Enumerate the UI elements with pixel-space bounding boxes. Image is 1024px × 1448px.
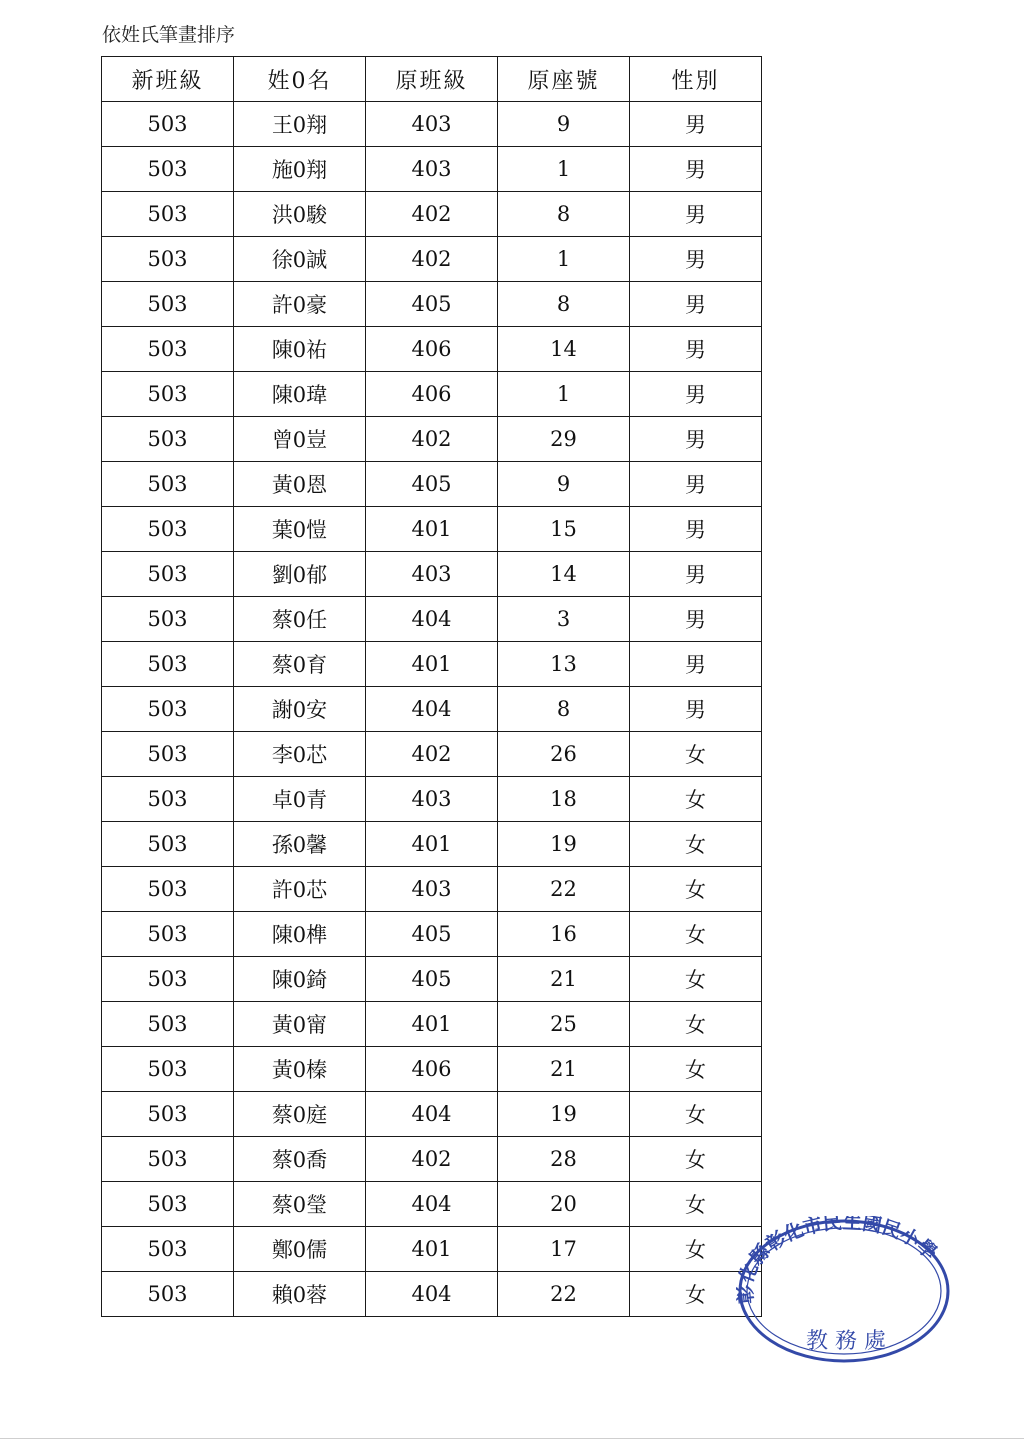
cell-original-class: 406 [366, 372, 498, 417]
cell-new-class: 503 [102, 372, 234, 417]
cell-original-class: 405 [366, 282, 498, 327]
cell-gender: 男 [630, 597, 762, 642]
cell-gender: 女 [630, 912, 762, 957]
cell-original-class: 402 [366, 1137, 498, 1182]
cell-gender: 男 [630, 462, 762, 507]
cell-gender: 女 [630, 1002, 762, 1047]
cell-gender: 女 [630, 1272, 762, 1317]
cell-original-seat: 26 [498, 732, 630, 777]
cell-original-class: 403 [366, 552, 498, 597]
cell-original-seat: 8 [498, 192, 630, 237]
header-gender: 性別 [630, 57, 762, 102]
cell-name: 陳0祐 [234, 327, 366, 372]
cell-new-class: 503 [102, 642, 234, 687]
table-row [102, 1002, 762, 1047]
cell-original-class: 404 [366, 1272, 498, 1317]
cell-name: 王0翔 [234, 102, 366, 147]
cell-original-seat: 29 [498, 417, 630, 462]
sort-caption: 依姓氏筆畫排序 [102, 24, 236, 46]
table-row [102, 327, 762, 372]
office-seal-stamp [736, 1216, 951, 1366]
cell-original-seat: 19 [498, 1092, 630, 1137]
cell-new-class: 503 [102, 1182, 234, 1227]
cell-new-class: 503 [102, 732, 234, 777]
cell-name: 陳0錡 [234, 957, 366, 1002]
cell-original-class: 402 [366, 732, 498, 777]
cell-name: 卓0青 [234, 777, 366, 822]
table-row [102, 102, 762, 147]
cell-gender: 男 [630, 687, 762, 732]
cell-gender: 女 [630, 1092, 762, 1137]
stamp-inner-text: 教 務 處 [806, 1329, 886, 1354]
table-row [102, 1227, 762, 1272]
cell-original-class: 402 [366, 417, 498, 462]
class-roster-table [101, 56, 762, 1317]
cell-original-seat: 28 [498, 1137, 630, 1182]
table-row [102, 1182, 762, 1227]
cell-name: 蔡0任 [234, 597, 366, 642]
cell-original-class: 403 [366, 777, 498, 822]
cell-original-seat: 8 [498, 282, 630, 327]
cell-original-seat: 19 [498, 822, 630, 867]
table-row [102, 147, 762, 192]
cell-new-class: 503 [102, 552, 234, 597]
header-new-class: 新班級 [102, 57, 234, 102]
cell-original-class: 406 [366, 327, 498, 372]
cell-gender: 男 [630, 552, 762, 597]
cell-original-seat: 21 [498, 1047, 630, 1092]
cell-new-class: 503 [102, 822, 234, 867]
cell-original-class: 401 [366, 1227, 498, 1272]
cell-original-class: 401 [366, 822, 498, 867]
cell-gender: 女 [630, 1182, 762, 1227]
table-row [102, 237, 762, 282]
cell-gender: 男 [630, 147, 762, 192]
cell-name: 許0芯 [234, 867, 366, 912]
cell-gender: 女 [630, 957, 762, 1002]
cell-gender: 男 [630, 192, 762, 237]
cell-gender: 男 [630, 102, 762, 147]
cell-new-class: 503 [102, 1002, 234, 1047]
cell-original-seat: 1 [498, 147, 630, 192]
cell-new-class: 503 [102, 777, 234, 822]
header-original-class: 原班級 [366, 57, 498, 102]
cell-gender: 女 [630, 867, 762, 912]
cell-original-seat: 17 [498, 1227, 630, 1272]
cell-original-class: 405 [366, 957, 498, 1002]
page-edge-line [0, 1438, 1024, 1439]
cell-new-class: 503 [102, 1137, 234, 1182]
cell-original-class: 404 [366, 1182, 498, 1227]
cell-original-class: 406 [366, 1047, 498, 1092]
table-row [102, 867, 762, 912]
table-row [102, 552, 762, 597]
cell-original-seat: 21 [498, 957, 630, 1002]
table-row [102, 732, 762, 777]
cell-new-class: 503 [102, 867, 234, 912]
cell-new-class: 503 [102, 687, 234, 732]
cell-original-class: 403 [366, 102, 498, 147]
cell-name: 李0芯 [234, 732, 366, 777]
table-row [102, 507, 762, 552]
cell-original-class: 402 [366, 192, 498, 237]
cell-name: 蔡0庭 [234, 1092, 366, 1137]
table-row [102, 372, 762, 417]
cell-new-class: 503 [102, 417, 234, 462]
cell-new-class: 503 [102, 1227, 234, 1272]
cell-new-class: 503 [102, 147, 234, 192]
table-row [102, 282, 762, 327]
table-row [102, 1272, 762, 1317]
cell-new-class: 503 [102, 102, 234, 147]
cell-original-seat: 22 [498, 867, 630, 912]
cell-gender: 男 [630, 417, 762, 462]
cell-name: 葉0愷 [234, 507, 366, 552]
cell-new-class: 503 [102, 507, 234, 552]
cell-new-class: 503 [102, 462, 234, 507]
cell-name: 謝0安 [234, 687, 366, 732]
table-row [102, 192, 762, 237]
cell-new-class: 503 [102, 957, 234, 1002]
cell-original-class: 402 [366, 237, 498, 282]
cell-new-class: 503 [102, 1272, 234, 1317]
table-header [102, 57, 762, 102]
table-row [102, 642, 762, 687]
table-row [102, 912, 762, 957]
cell-original-seat: 16 [498, 912, 630, 957]
cell-name: 孫0馨 [234, 822, 366, 867]
cell-original-class: 401 [366, 507, 498, 552]
cell-original-class: 401 [366, 642, 498, 687]
cell-original-seat: 8 [498, 687, 630, 732]
cell-original-seat: 15 [498, 507, 630, 552]
cell-name: 黃0榛 [234, 1047, 366, 1092]
cell-gender: 男 [630, 237, 762, 282]
header-name: 姓0名 [234, 57, 366, 102]
table-row [102, 597, 762, 642]
table-row [102, 687, 762, 732]
cell-name: 劉0郁 [234, 552, 366, 597]
cell-original-seat: 14 [498, 327, 630, 372]
svg-text:彰化縣彰化市民生國民小學 [736, 1216, 942, 1305]
cell-original-seat: 1 [498, 372, 630, 417]
cell-new-class: 503 [102, 1047, 234, 1092]
cell-name: 陳0瑋 [234, 372, 366, 417]
cell-name: 蔡0育 [234, 642, 366, 687]
cell-gender: 男 [630, 372, 762, 417]
cell-name: 陳0榫 [234, 912, 366, 957]
table-row [102, 957, 762, 1002]
cell-new-class: 503 [102, 1092, 234, 1137]
table-row [102, 462, 762, 507]
cell-original-seat: 22 [498, 1272, 630, 1317]
cell-name: 鄭0儒 [234, 1227, 366, 1272]
cell-gender: 女 [630, 777, 762, 822]
cell-original-seat: 3 [498, 597, 630, 642]
cell-name: 曾0豈 [234, 417, 366, 462]
cell-original-seat: 1 [498, 237, 630, 282]
cell-gender: 女 [630, 732, 762, 777]
table-row [102, 417, 762, 462]
cell-original-seat: 13 [498, 642, 630, 687]
cell-new-class: 503 [102, 192, 234, 237]
cell-original-seat: 25 [498, 1002, 630, 1047]
cell-name: 徐0誠 [234, 237, 366, 282]
cell-original-seat: 9 [498, 462, 630, 507]
cell-gender: 女 [630, 1227, 762, 1272]
cell-gender: 男 [630, 327, 762, 372]
cell-new-class: 503 [102, 597, 234, 642]
cell-original-seat: 18 [498, 777, 630, 822]
table-row [102, 822, 762, 867]
cell-gender: 女 [630, 822, 762, 867]
cell-gender: 男 [630, 642, 762, 687]
cell-original-class: 405 [366, 462, 498, 507]
table-body [102, 102, 762, 1317]
table-row [102, 1047, 762, 1092]
cell-original-class: 403 [366, 867, 498, 912]
cell-original-class: 405 [366, 912, 498, 957]
cell-gender: 男 [630, 282, 762, 327]
cell-original-class: 403 [366, 147, 498, 192]
header-original-seat: 原座號 [498, 57, 630, 102]
cell-new-class: 503 [102, 237, 234, 282]
header-row [102, 57, 762, 102]
cell-gender: 女 [630, 1137, 762, 1182]
cell-original-class: 401 [366, 1002, 498, 1047]
cell-original-class: 404 [366, 687, 498, 732]
cell-name: 許0豪 [234, 282, 366, 327]
cell-name: 蔡0瑩 [234, 1182, 366, 1227]
cell-name: 洪0駿 [234, 192, 366, 237]
stamp-outer-text: 彰化縣彰化市民生國民小學 [736, 1216, 941, 1305]
cell-original-seat: 20 [498, 1182, 630, 1227]
cell-original-seat: 14 [498, 552, 630, 597]
cell-original-class: 404 [366, 597, 498, 642]
table-row [102, 777, 762, 822]
cell-original-class: 404 [366, 1092, 498, 1137]
cell-name: 黃0恩 [234, 462, 366, 507]
cell-name: 蔡0喬 [234, 1137, 366, 1182]
cell-original-seat: 9 [498, 102, 630, 147]
cell-new-class: 503 [102, 327, 234, 372]
cell-new-class: 503 [102, 282, 234, 327]
cell-new-class: 503 [102, 912, 234, 957]
table-row [102, 1137, 762, 1182]
cell-name: 施0翔 [234, 147, 366, 192]
cell-name: 黃0甯 [234, 1002, 366, 1047]
cell-name: 賴0蓉 [234, 1272, 366, 1317]
cell-gender: 女 [630, 1047, 762, 1092]
cell-gender: 男 [630, 507, 762, 552]
table-row [102, 1092, 762, 1137]
